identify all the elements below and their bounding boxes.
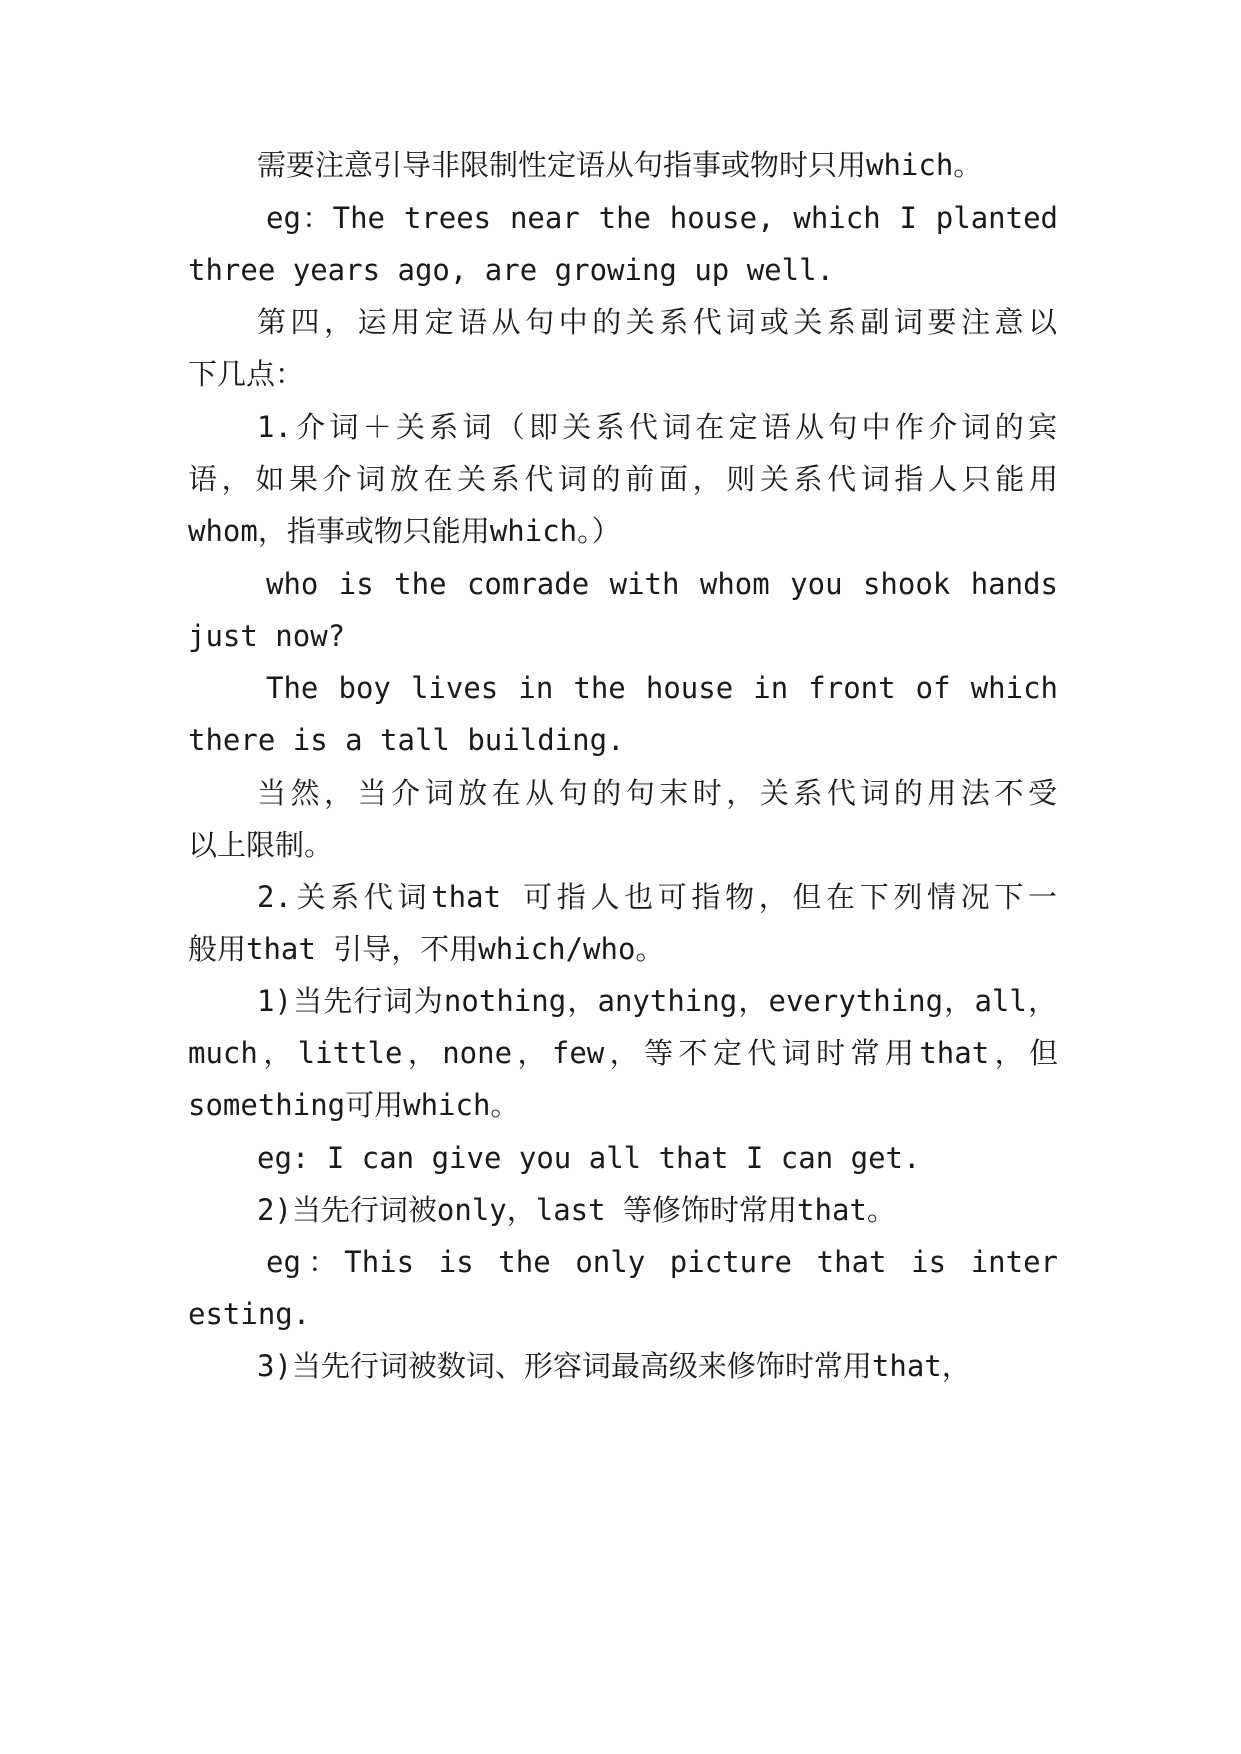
paragraph-line: 2.关系代词that 可指人也可指物，但在下列情况下一 — [257, 880, 1057, 914]
paragraph-line: there is a tall building. — [188, 723, 625, 757]
paragraph-line: The boy lives in the house in front of which — [266, 671, 1058, 705]
paragraph-line: just now? — [188, 619, 346, 653]
paragraph-line: eg：This is the only picture that is inter — [266, 1245, 1058, 1279]
paragraph-line: 当然，当介词放在从句的句末时，关系代词的用法不受 — [257, 776, 1057, 810]
paragraph-line: 般用that 引导，不用which/who。 — [188, 932, 665, 966]
paragraph-line: eg: I can give you all that I can get. — [257, 1141, 921, 1175]
paragraph-line: much，little，none，few，等不定代词时常用that，但 — [188, 1036, 1058, 1070]
paragraph-line: something可用which。 — [188, 1088, 520, 1122]
paragraph-line: three years ago, are growing up well. — [188, 253, 835, 287]
paragraph-line: 下几点： — [188, 357, 305, 391]
paragraph-line: 以上限制。 — [188, 828, 334, 862]
paragraph-line: 语，如果介词放在关系代词的前面，则关系代词指人只能用 — [188, 462, 1058, 496]
paragraph-line: 需要注意引导非限制性定语从句指事或物时只用which。 — [257, 148, 983, 182]
paragraph-line: whom，指事或物只能用which。） — [188, 514, 621, 548]
paragraph-line: 第四，运用定语从句中的关系代词或关系副词要注意以 — [257, 305, 1057, 339]
paragraph-line: esting. — [188, 1297, 311, 1331]
paragraph-line: 3)当先行词被数词、形容词最高级来修饰时常用that， — [257, 1349, 971, 1383]
paragraph-line: 2)当先行词被only，last 等修饰时常用that。 — [257, 1193, 896, 1227]
paragraph-line: eg：The trees near the house, which I planted — [266, 201, 1058, 235]
paragraph-line: 1)当先行词为nothing，anything，everything，all， — [257, 984, 1057, 1018]
paragraph-line: who is the comrade with whom you shook hands — [266, 567, 1058, 601]
paragraph-line: 1.介词＋关系词（即关系代词在定语从句中作介词的宾 — [257, 410, 1057, 444]
